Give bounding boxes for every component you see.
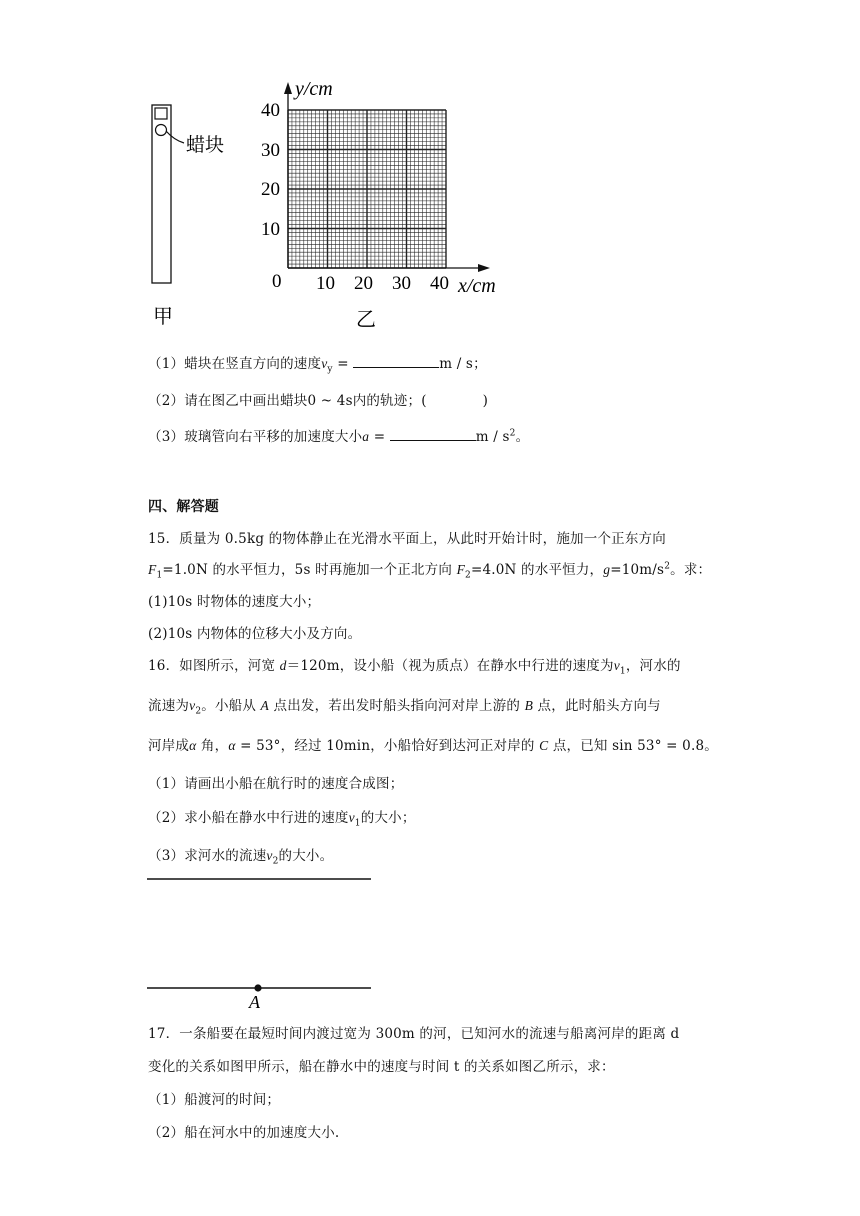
var-v: v bbox=[321, 356, 328, 371]
text: 点，已知 sin 53° = 0.8。 bbox=[548, 738, 718, 754]
y-axis-label: y/cm bbox=[295, 78, 333, 100]
var-alpha: α bbox=[228, 738, 236, 753]
figures-jia-yi bbox=[0, 0, 860, 340]
unit: m / s bbox=[475, 429, 510, 445]
q17-sub1: （1）船渡河的时间； bbox=[148, 1092, 281, 1108]
punct: 。 bbox=[515, 429, 530, 445]
text: ，河水的 bbox=[625, 658, 681, 674]
text: 的大小； bbox=[360, 810, 416, 826]
punct: ； bbox=[473, 356, 487, 372]
point-A bbox=[254, 984, 261, 991]
q15-sub1: (1)10s 时物体的速度大小； bbox=[148, 594, 321, 610]
text: 。求： bbox=[670, 562, 712, 578]
text: 16．如图所示，河宽 bbox=[148, 658, 280, 674]
text: =10m/s bbox=[610, 562, 665, 578]
sup-2: 2 bbox=[509, 428, 516, 439]
var-B: B bbox=[524, 698, 534, 713]
q16-line1 bbox=[148, 654, 681, 677]
sub-y: y bbox=[327, 364, 333, 375]
var-A: A bbox=[260, 698, 269, 713]
q17-line1: 17．一条船要在最短时间内渡过宽为 300m 的河，已知河水的流速与船离河岸的距离 d bbox=[148, 1026, 680, 1042]
q15-sub2: (2)10s 内物体的位移大小及方向。 bbox=[148, 626, 362, 642]
text: =4.0N 的水平恒力， bbox=[470, 562, 604, 578]
var-C: C bbox=[539, 738, 549, 753]
var-a: a bbox=[362, 429, 370, 444]
y-tick-30: 30 bbox=[261, 140, 280, 161]
x-tick-20: 20 bbox=[354, 273, 373, 294]
x-axis-label: x/cm bbox=[458, 275, 496, 297]
q14-sub3-text: （3）玻璃管向右平移的加速度大小 bbox=[148, 429, 363, 445]
section-title: 四、解答题 bbox=[148, 499, 219, 515]
sub-1: 1 bbox=[619, 666, 626, 677]
x-tick-10: 10 bbox=[316, 273, 335, 294]
var-v2: v bbox=[189, 698, 196, 713]
caption-jia: 甲 bbox=[153, 304, 173, 328]
q15-line2 bbox=[148, 558, 711, 581]
q14-sub3 bbox=[148, 425, 529, 445]
q16-sub1: （1）请画出小船在航行时的速度合成图； bbox=[148, 776, 404, 792]
sub-1: 1 bbox=[354, 818, 361, 829]
var-g: g bbox=[603, 562, 611, 577]
q16-line2 bbox=[148, 694, 661, 717]
text: ＝120m，设小船（视为质点）在静水中行进的速度为 bbox=[286, 658, 614, 674]
equals: = bbox=[369, 429, 390, 445]
caption-yi: 乙 bbox=[356, 307, 376, 331]
text: 。小船从 bbox=[201, 698, 261, 714]
sub-1: 1 bbox=[156, 570, 163, 581]
figure-jia-tube bbox=[152, 105, 184, 283]
point-A-label: A bbox=[249, 992, 260, 1012]
y-tick-10: 10 bbox=[261, 219, 280, 240]
equals: = bbox=[332, 356, 354, 372]
text: 角， bbox=[196, 738, 229, 754]
text: 点出发，若出发时船头指向河对岸上游的 bbox=[269, 698, 525, 714]
q16-line3 bbox=[148, 734, 718, 754]
q14-sub1-text: （1）蜡块在竖直方向的速度 bbox=[148, 356, 322, 372]
q17-sub2: （2）船在河水中的加速度大小. bbox=[148, 1125, 340, 1141]
var-v2: v bbox=[266, 848, 273, 863]
q16-sub2 bbox=[148, 806, 416, 829]
time-range: 0 ~ 4s bbox=[307, 393, 353, 409]
y-tick-20: 20 bbox=[261, 179, 280, 200]
text: =1.0N 的水平恒力，5s 时再施加一个正北方向 bbox=[162, 562, 457, 578]
sub-2: 2 bbox=[465, 570, 471, 581]
var-v1: v bbox=[348, 810, 355, 825]
text: 流速为 bbox=[148, 698, 190, 714]
close-paren: ) bbox=[482, 393, 489, 409]
wax-label: 蜡块 bbox=[186, 134, 225, 156]
q14-sub2-text: （2）请在图乙中画出蜡块 bbox=[148, 393, 308, 409]
x-tick-30: 30 bbox=[392, 273, 411, 294]
text: 点，此时船头方向与 bbox=[533, 698, 661, 714]
sub-2: 2 bbox=[272, 856, 279, 867]
figure-yi-grid bbox=[288, 110, 446, 268]
text: 的大小。 bbox=[278, 848, 334, 864]
q14-sub2 bbox=[148, 389, 488, 409]
sub-2: 2 bbox=[195, 706, 202, 717]
var-v1: v bbox=[613, 658, 620, 673]
var-F1: F bbox=[148, 562, 157, 577]
q15-line1: 15．质量为 0.5kg 的物体静止在光滑水平面上，从此时开始计时，施加一个正东方向 bbox=[148, 531, 666, 547]
text: （2）求小船在静水中行进的速度 bbox=[148, 810, 349, 826]
answer-blank-3[interactable] bbox=[390, 426, 476, 441]
origin-label: 0 bbox=[272, 271, 282, 292]
q17-line2: 变化的关系如图甲所示，船在静水中的速度与时间 t 的关系如图乙所示，求： bbox=[148, 1059, 615, 1075]
unit: m / s bbox=[439, 356, 474, 372]
x-tick-40: 40 bbox=[430, 273, 449, 294]
sup-2: 2 bbox=[664, 561, 671, 572]
y-tick-40: 40 bbox=[261, 100, 280, 121]
text: = 53°，经过 10min，小船恰好到达河正对岸的 bbox=[235, 738, 540, 754]
q14-sub2-text-2: 内的轨迹；( bbox=[352, 393, 427, 409]
var-d: d bbox=[279, 658, 287, 673]
text: 河岸成 bbox=[148, 738, 190, 754]
text: （3）求河水的流速 bbox=[148, 848, 267, 864]
var-F2: F bbox=[456, 562, 466, 577]
var-alpha: α bbox=[189, 738, 197, 753]
answer-blank-1[interactable] bbox=[353, 353, 439, 368]
q14-sub1 bbox=[148, 352, 487, 375]
river-diagram bbox=[0, 860, 860, 1020]
